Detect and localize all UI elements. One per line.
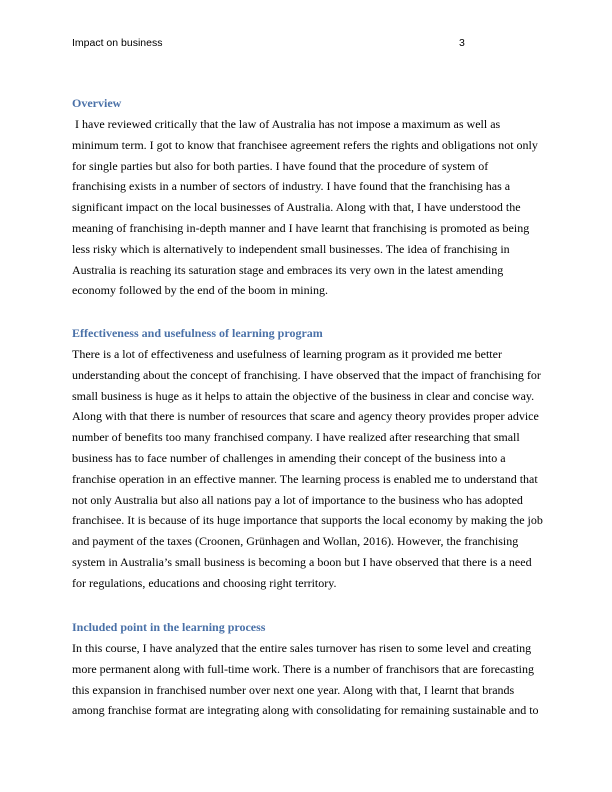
section-paragraph: There is a lot of effectiveness and usefulness of learning program as it provided me better understanding about the concept of franchising. I have observed that the impact of franchising for small business is huge as it helps to attain the objective of the business in clear and concise way. Along with that there is number of resources that scare and agency theory provides proper advice number of benefits too many franchised company. I have realized after researching that small business has to face number of challenges in amending their concept of the business into a franchise operation in an effective manner. The learning process is enabled me to understand that not only Australia but also all nations pay a lot of importance to the business who has adopted franchisee. It is because of its huge importance that supports the local economy by making the job and payment of the taxes (Croonen, Grünhagen and Wollan, 2016). However, the franchising system in Australia’s small business is becoming a boon but I have observed that there is a need for regulations, educations and choosing right territory. <box>72 347 546 590</box>
section-heading: Effectiveness and usefulness of learning program <box>72 326 323 340</box>
section-overview <box>72 96 544 301</box>
section-heading: Included point in the learning process <box>72 620 266 634</box>
running-header-title: Impact on business <box>72 37 163 49</box>
section-included-points <box>72 620 544 721</box>
section-heading: Overview <box>72 96 122 110</box>
page-number: 3 <box>459 37 465 49</box>
section-effectiveness <box>72 326 544 594</box>
section-paragraph: In this course, I have analyzed that the entire sales turnover has risen to some level and creating more permanent along with full-time work. There is a number of franchisors that are forecasting this expansion in franchised number over next one year. Along with that, I learnt that brands among franchise format are integrating along with consolidating for remaining sustainable and to <box>72 641 539 718</box>
section-paragraph: I have reviewed critically that the law of Australia has not impose a maximum as well as minimum term. I got to know that franchisee agreement refers the rights and obligations not only for single parties but also for both parties. I have found that the procedure of system of franchising exists in a number of sectors of industry. I have found that the franchising has a significant impact on the local businesses of Australia. Along with that, I have understood the meaning of franchising in-depth manner and I have learnt that franchising is promoted as being less risky which is alternatively to independent small businesses. The idea of franchising in Australia is reaching its saturation stage and embraces its very own in the latest amending economy followed by the end of the boom in mining. <box>72 117 541 298</box>
